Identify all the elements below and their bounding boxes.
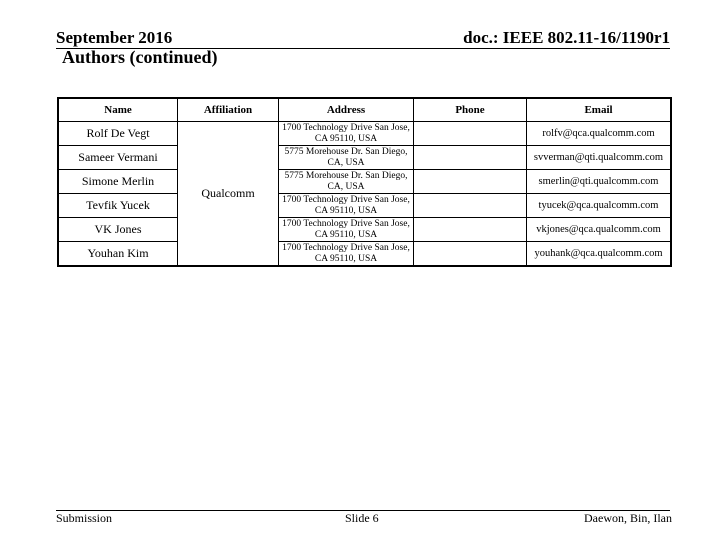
author-email: youhank@qca.qualcomm.com (527, 242, 672, 267)
author-name: Rolf De Vegt (58, 122, 178, 146)
header-date: September 2016 (56, 28, 173, 47)
table-row (58, 170, 671, 194)
authors-table (57, 97, 672, 267)
author-address: 1700 Technology Drive San Jose, CA 95110, USA (279, 122, 414, 146)
table-row (58, 122, 671, 146)
author-address: 1700 Technology Drive San Jose, CA 95110, USA (279, 242, 414, 267)
table-row (58, 194, 671, 218)
author-phone (414, 194, 527, 218)
table-row (58, 146, 671, 170)
author-email: smerlin@qti.qualcomm.com (527, 170, 672, 194)
author-phone (414, 170, 527, 194)
author-email: svverman@qti.qualcomm.com (527, 146, 672, 170)
slide-title: Authors (continued) (62, 47, 218, 67)
author-phone (414, 218, 527, 242)
author-name: Simone Merlin (58, 170, 178, 194)
col-address: Address (279, 98, 414, 122)
author-address: 5775 Morehouse Dr. San Diego, CA, USA (279, 146, 414, 170)
author-address: 1700 Technology Drive San Jose, CA 95110, USA (279, 194, 414, 218)
author-name: Tevfik Yucek (58, 194, 178, 218)
col-phone: Phone (414, 98, 527, 122)
author-phone (414, 122, 527, 146)
author-email: tyucek@qca.qualcomm.com (527, 194, 672, 218)
table-row (58, 242, 671, 267)
author-email: vkjones@qca.qualcomm.com (527, 218, 672, 242)
author-phone (414, 146, 527, 170)
footer-slide-number: Slide 6 (345, 511, 379, 525)
author-name: Sameer Vermani (58, 146, 178, 170)
author-phone (414, 242, 527, 267)
col-affiliation: Affiliation (178, 98, 279, 122)
author-name: VK Jones (58, 218, 178, 242)
table-row (58, 218, 671, 242)
footer-authors: Daewon, Bin, Ilan (584, 511, 672, 525)
col-email: Email (527, 98, 672, 122)
footer-submission: Submission (56, 511, 113, 525)
affiliation-cell: Qualcomm (178, 122, 279, 267)
author-email: rolfv@qca.qualcomm.com (527, 122, 672, 146)
header-doc-id: doc.: IEEE 802.11-16/1190r1 (463, 28, 670, 47)
col-name: Name (58, 98, 178, 122)
author-address: 1700 Technology Drive San Jose, CA 95110, USA (279, 218, 414, 242)
author-address: 5775 Morehouse Dr. San Diego, CA, USA (279, 170, 414, 194)
author-name: Youhan Kim (58, 242, 178, 267)
